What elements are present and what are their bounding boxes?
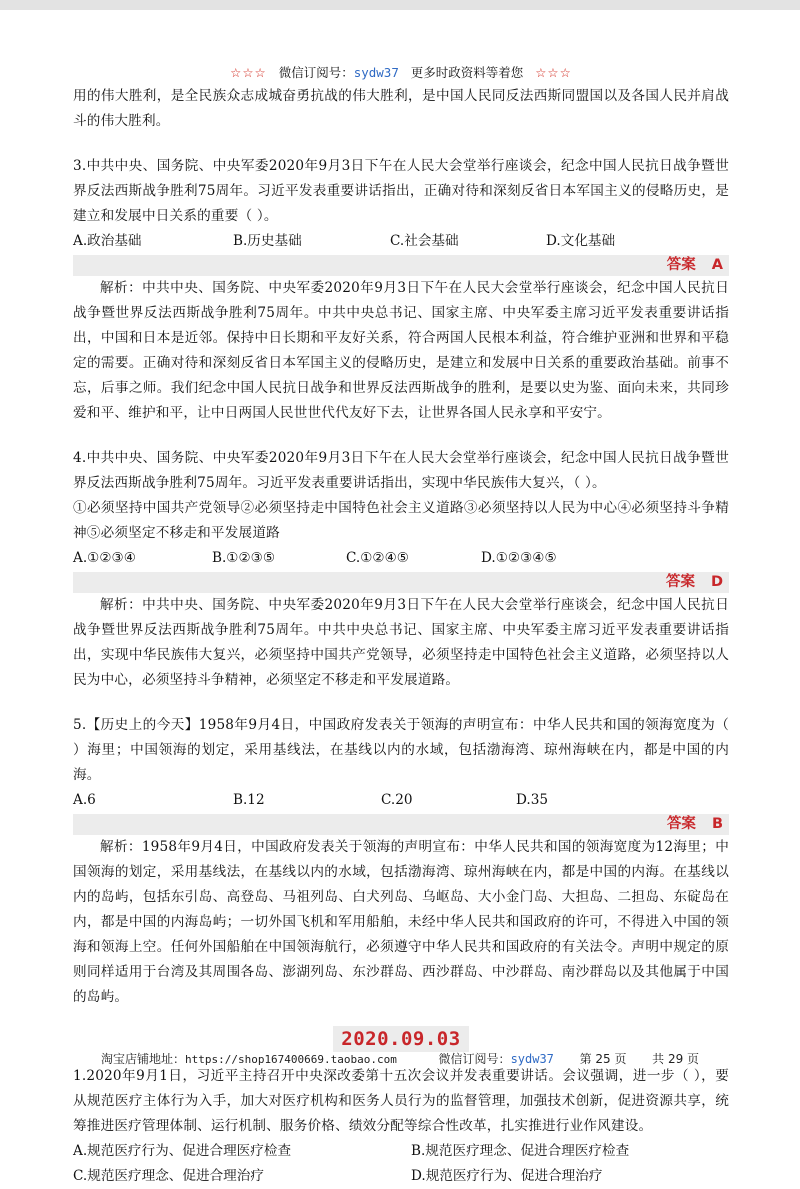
question-5-options xyxy=(73,788,729,813)
q4-analysis: 解析：中共中央、国务院、中央军委2020年9月3日下午在人民大会堂举行座谈会，纪念中国人民抗日战争暨世界反法西斯战争胜利75周年。中共中央总书记、国家主席、中央军委主席习近平发表重要讲话指出，实现中华民族伟大复兴，必须坚持中国共产党领导，必须坚持走中国特色社会主义道路，必须坚持以人民为中心，必须坚持斗争精神，必须坚定不移走和平发展道路。 xyxy=(73,597,729,688)
q3-option-c: C.社会基础 xyxy=(390,233,459,249)
footer-page-number: 第 25 页 xyxy=(579,1052,627,1066)
question-1 xyxy=(73,1064,729,1189)
q4-option-d: D.①②③④⑤ xyxy=(481,550,557,566)
question-3 xyxy=(73,154,729,426)
question-4-stem: 4.中共中央、国务院、中央军委2020年9月3日下午在人民大会堂举行座谈会，纪念中国人民抗日战争暨世界反法西斯战争胜利75周年。习近平发表重要讲话指出，实现中华民族伟大复兴，（ ）。 xyxy=(73,450,729,491)
q5-analysis: 解析：1958年9月4日，中国政府发表关于领海的声明宣布：中华人民共和国的领海宽度为12海里；中国领海的划定，采用基线法，在基线以内的水域，包括渤海湾、琼州海峡在内，都是中国的内海。在基线以内的岛屿，包括东引岛、高登岛、马祖列岛、白犬列岛、乌岖岛、大小金门岛、大担岛、二担岛、东碇岛在内，都是中国的内海岛屿；一切外国飞机和军用船舶，未经中华人民共和国政府的许可，不得进入中国的领海和领海上空。任何外国船舶在中国领海航行，必须遵守中华人民共和国政府的有关法令。声明中规定的原则同样适用于台湾及其周围各岛、澎湖列岛、东沙群岛、西沙群岛、中沙群岛、南沙群岛以及其他属于中国的岛屿。 xyxy=(73,839,729,1005)
question-4 xyxy=(73,446,729,693)
q5-answer-label: 答案 xyxy=(666,816,696,832)
q4-answer-bar xyxy=(73,572,729,593)
page-header xyxy=(73,62,729,84)
q3-analysis: 解析：中共中央、国务院、中央军委2020年9月3日下午在人民大会堂举行座谈会，纪念中国人民抗日战争暨世界反法西斯战争胜利75周年。中共中央总书记、国家主席、中央军委主席习近平发表重要讲话指出，中国和日本是近邻。保持中日长期和平友好关系，符合两国人民根本利益，符合维护亚洲和世界和平稳定的需要。正确对待和深刻反省日本军国主义的侵略历史，是建立和发展中日关系的重要政治基础。前事不忘，后事之师。我们纪念中国人民抗日战争和世界反法西斯战争的胜利，是要以史为鉴、面向未来，共同珍爱和平、维护和平，让中日两国人民世世代代友好下去，让世界各国人民永享和平安宁。 xyxy=(73,280,729,421)
q5-option-d: D.35 xyxy=(516,792,549,808)
header-stars-left: ☆☆☆ xyxy=(230,65,267,80)
question-1-options-row-1 xyxy=(73,1139,729,1164)
viewer-top-bar xyxy=(0,0,800,10)
footer-wechat-id: sydw37 xyxy=(510,1052,554,1066)
q3-option-d: D.文化基础 xyxy=(546,233,616,249)
q1-option-b: B.规范医疗理念、促进合理医疗检查 xyxy=(411,1143,630,1159)
question-3-options xyxy=(73,229,729,254)
header-label: 微信订阅号： xyxy=(278,65,354,80)
question-1-stem: 1.2020年9月1日，习近平主持召开中央深改委第十五次会议并发表重要讲话。会议强调，进一步（ ），要从规范医疗主体行为入手，加大对医疗机构和医务人员行为的监督管理，加强技术创新，促进资源共享，统筹推进医疗管理体制、运行机制、服务价格、绩效分配等综合性改革，扎实推进行业作风建设。 xyxy=(73,1068,729,1134)
footer-wechat-label: 微信订阅号： xyxy=(438,1052,511,1066)
q3-answer-label: 答案 xyxy=(666,257,696,273)
question-3-stem: 3.中共中央、国务院、中央军委2020年9月3日下午在人民大会堂举行座谈会，纪念中国人民抗日战争暨世界反法西斯战争胜利75周年。习近平发表重要讲话指出，正确对待和深刻反省日本军国主义的侵略历史，是建立和发展中日关系的重要（ ）。 xyxy=(73,158,729,224)
q3-answer: A xyxy=(711,257,723,273)
q5-option-b: B.12 xyxy=(233,792,265,808)
q3-answer-bar xyxy=(73,255,729,276)
header-stars-right: ☆☆☆ xyxy=(535,65,572,80)
q5-answer-bar xyxy=(73,814,729,835)
footer-page-total: 共 29 页 xyxy=(652,1052,700,1066)
q1-option-d: D.规范医疗行为、促进合理治疗 xyxy=(411,1168,603,1184)
q3-option-b: B.历史基础 xyxy=(233,233,302,249)
intro-paragraph: 用的伟大胜利，是全民族众志成城奋勇抗战的伟大胜利，是中国人民同反法西斯同盟国以及各国人民并肩战斗的伟大胜利。 xyxy=(73,88,729,129)
q4-option-c: C.①②④⑤ xyxy=(346,550,409,566)
page-footer xyxy=(0,1050,800,1067)
q4-answer: D xyxy=(710,574,723,590)
header-slogan: 更多时政资料等着您 xyxy=(410,65,524,80)
footer-shop-url[interactable]: https://shop167400669.taobao.com xyxy=(184,1053,397,1066)
q5-answer: B xyxy=(711,816,723,832)
q4-answer-label: 答案 xyxy=(665,574,695,590)
q5-option-a: A.6 xyxy=(73,792,96,808)
q1-option-c: C.规范医疗理念、促进合理治疗 xyxy=(73,1168,264,1184)
q1-option-a: A.规范医疗行为、促进合理医疗检查 xyxy=(73,1143,292,1159)
question-4-options xyxy=(73,546,729,571)
header-wechat-id: sydw37 xyxy=(353,65,399,80)
question-5 xyxy=(73,713,729,1010)
question-1-options-row-2 xyxy=(73,1164,729,1189)
q4-option-b: B.①②③⑤ xyxy=(212,550,276,566)
question-5-stem: 5.【历史上的今天】1958年9月4日，中国政府发表关于领海的声明宣布：中华人民共和国的领海宽度为（ ）海里；中国领海的划定，采用基线法，在基线以内的水域，包括渤海湾、琼州海峡在内，都是中国的内海。 xyxy=(73,717,729,783)
date-section-heading: 2020.09.03 xyxy=(333,1026,468,1052)
question-4-items: ①必须坚持中国共产党领导②必须坚持走中国特色社会主义道路③必须坚持以人民为中心④必须坚持斗争精神⑤必须坚定不移走和平发展道路 xyxy=(73,500,729,541)
date-section-wrap xyxy=(73,1026,729,1052)
q3-option-a: A.政治基础 xyxy=(73,233,142,249)
document-page xyxy=(73,62,729,1189)
q5-option-c: C.20 xyxy=(381,792,413,808)
footer-shop-label: 淘宝店铺地址： xyxy=(100,1052,185,1066)
q4-option-a: A.①②③④ xyxy=(73,550,136,566)
